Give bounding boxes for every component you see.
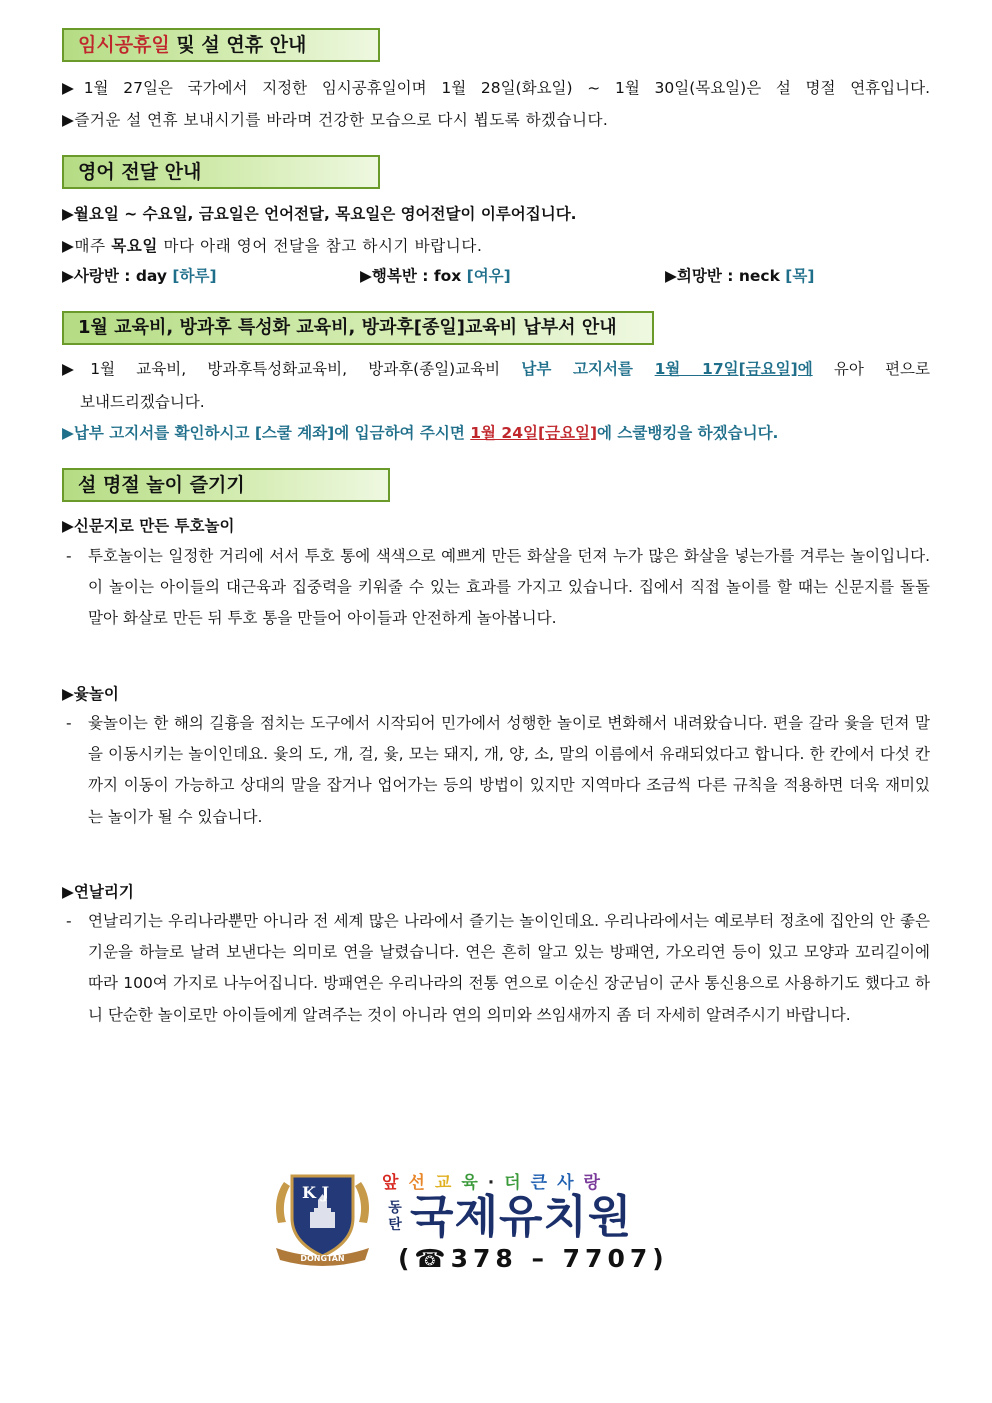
section-title-tuition: 1월 교육비, 방과후 특성화 교육비, 방과후[종일]교육비 납부서 안내 [62, 311, 654, 345]
game-yut-text [62, 708, 930, 833]
kindergarten-name: 국제유치원 [410, 1190, 633, 1243]
english-line-2-a: ▶매주 [62, 237, 112, 255]
slogan-char: 교 [434, 1173, 454, 1193]
section-title-holiday-highlight: 임시공휴일 [78, 34, 170, 56]
game-yut-dash: - [66, 714, 72, 732]
class-sarang-meaning: [하루] [172, 267, 217, 285]
slogan-char: · [487, 1173, 497, 1193]
game-tuho-title: ▶신문지로 만든 투호놀이 [62, 517, 235, 535]
class-huimang-label: ▶희망반 : neck [665, 267, 786, 285]
english-line-2 [62, 236, 482, 256]
tuition-line-1-b: 납부 고지서를 [521, 360, 655, 378]
tuition-line-2-a: ▶납부 고지서를 확인하시고 [스쿨 계좌]에 입금하여 주시면 [62, 424, 471, 442]
game-tuho-text [62, 541, 930, 635]
tuition-line-1-d: 유아 편으로 [812, 360, 930, 378]
logo-ribbon-text: DONGTAN [300, 1254, 345, 1263]
game-kite-paragraph: 연날리기는 우리나라뿐만 아니라 전 세계 많은 나라에서 즐기는 놀이인데요. 우리나라에서는 예로부터 정초에 집안의 안 좋은 기운을 하늘로 날려 보낸다는 의미로 연을 날렸습니다. 연은 흔히 알고 있는 방패연, 가오리연 등이 있고 모양과 꼬리길이에 따라 100여 가지로 나누어집니다. 방패연은 우리나라의 전통 연으로 이순신 장군님이 군사 통신용으로 사용하기도 했다고 하니 단순한 놀이로만 아이들에게 알려주는 것이 아니라 연의 의미와 쓰임새까지 좀 더 자세히 알려주시기 바랍니다. [88, 912, 930, 1024]
slogan-char: 랑 [583, 1173, 602, 1193]
logo-letters: K J [302, 1183, 330, 1202]
tuition-line-2-date: 1월 24일[금요일] [470, 424, 598, 442]
phone-number: (☎378 – 7707) [398, 1244, 669, 1273]
class-huimang-meaning: [목] [785, 267, 815, 285]
holiday-line-1: ▶1월 27일은 국가에서 지정한 임시공휴일이며 1월 28일(화요일) ~ 1월 30일(목요일)은 설 명절 연휴입니다. [62, 79, 930, 97]
section-title-holiday [62, 28, 380, 62]
section-title-games: 설 명절 놀이 즐기기 [62, 468, 390, 502]
tuition-line-1 [62, 359, 930, 379]
tuition-line-2-c: 에 스쿨뱅킹을 하겠습니다. [597, 424, 779, 442]
class-haengbok-meaning: [여우] [466, 267, 511, 285]
section-title-holiday-rest: 및 설 연휴 안내 [169, 34, 307, 56]
class-haengbok-word [360, 266, 511, 286]
class-sarang-word [62, 266, 217, 286]
tuition-line-1-cont: 보내드리겠습니다. [80, 393, 205, 411]
game-yut-title: ▶윷놀이 [62, 685, 119, 703]
section-title-english: 영어 전달 안내 [62, 155, 380, 189]
name-prefix-1: 동 [388, 1200, 402, 1216]
english-line-2-day: 목요일 [111, 237, 158, 255]
slogan-char: 사 [557, 1173, 576, 1193]
game-kite-dash: - [66, 912, 72, 930]
game-kite-title: ▶연날리기 [62, 883, 134, 901]
tuition-line-1-a: ▶1월 교육비, 방과후특성화교육비, 방과후(종일)교육비 [62, 360, 522, 378]
class-huimang-word [665, 266, 814, 286]
game-yut-paragraph: 윷놀이는 한 해의 길흉을 점치는 도구에서 시작되어 민가에서 성행한 놀이로 변화해서 내려왔습니다. 편을 갈라 윷을 던져 말을 이동시키는 놀이인데요. 윷의 도, 개, 걸, 윷, 모는 돼지, 개, 양, 소, 말의 이름에서 유래되었다고 합니다. 한 칸에서 다섯 칸까지 이동이 가능하고 상대의 말을 잡거나 업어가는 등의 방법이 있지만 지역마다 조금씩 다른 규칙을 적용하면 더욱 재미있는 놀이가 될 수 있습니다. [88, 714, 930, 826]
slogan-char: 더 [504, 1173, 523, 1193]
class-sarang-label: ▶사랑반 : day [62, 267, 173, 285]
game-tuho-paragraph: 투호놀이는 일정한 거리에 서서 투호 통에 색색으로 예쁘게 만든 화살을 던져 누가 많은 화살을 넣는가를 겨루는 놀이입니다. 이 놀이는 아이들의 대근육과 집중력을 키워줄 수 있는 효과를 가지고 있습니다. 집에서 직접 놀이를 할 때는 신문지를 돌돌 말아 화살로 만든 뒤 투호 통을 만들어 아이들과 안전하게 놀아봅니다. [88, 547, 930, 628]
english-line-2-c: 마다 아래 영어 전달을 참고 하시기 바랍니다. [157, 237, 483, 255]
name-prefix-2: 탄 [388, 1217, 402, 1233]
holiday-line-2: ▶즐거운 설 연휴 보내시기를 바라며 건강한 모습으로 다시 뵙도록 하겠습니다. [62, 111, 609, 129]
slogan-char: 선 [408, 1173, 427, 1193]
game-kite-text [62, 906, 930, 1031]
english-line-1: ▶월요일 ~ 수요일, 금요일은 언어전달, 목요일은 영어전달이 이루어집니다. [62, 205, 577, 223]
slogan-char: 큰 [530, 1173, 550, 1193]
tuition-line-1-date: 1월 17일[금요일]에 [654, 360, 813, 378]
tuition-line-2 [62, 423, 778, 443]
slogan-char: 앞 [382, 1173, 401, 1193]
kindergarten-logo-emblem [270, 1168, 375, 1268]
slogan-char: 육 [461, 1173, 480, 1193]
class-haengbok-label: ▶행복반 : fox [360, 267, 467, 285]
game-tuho-dash: - [66, 547, 72, 565]
name-prefix [382, 1200, 408, 1234]
